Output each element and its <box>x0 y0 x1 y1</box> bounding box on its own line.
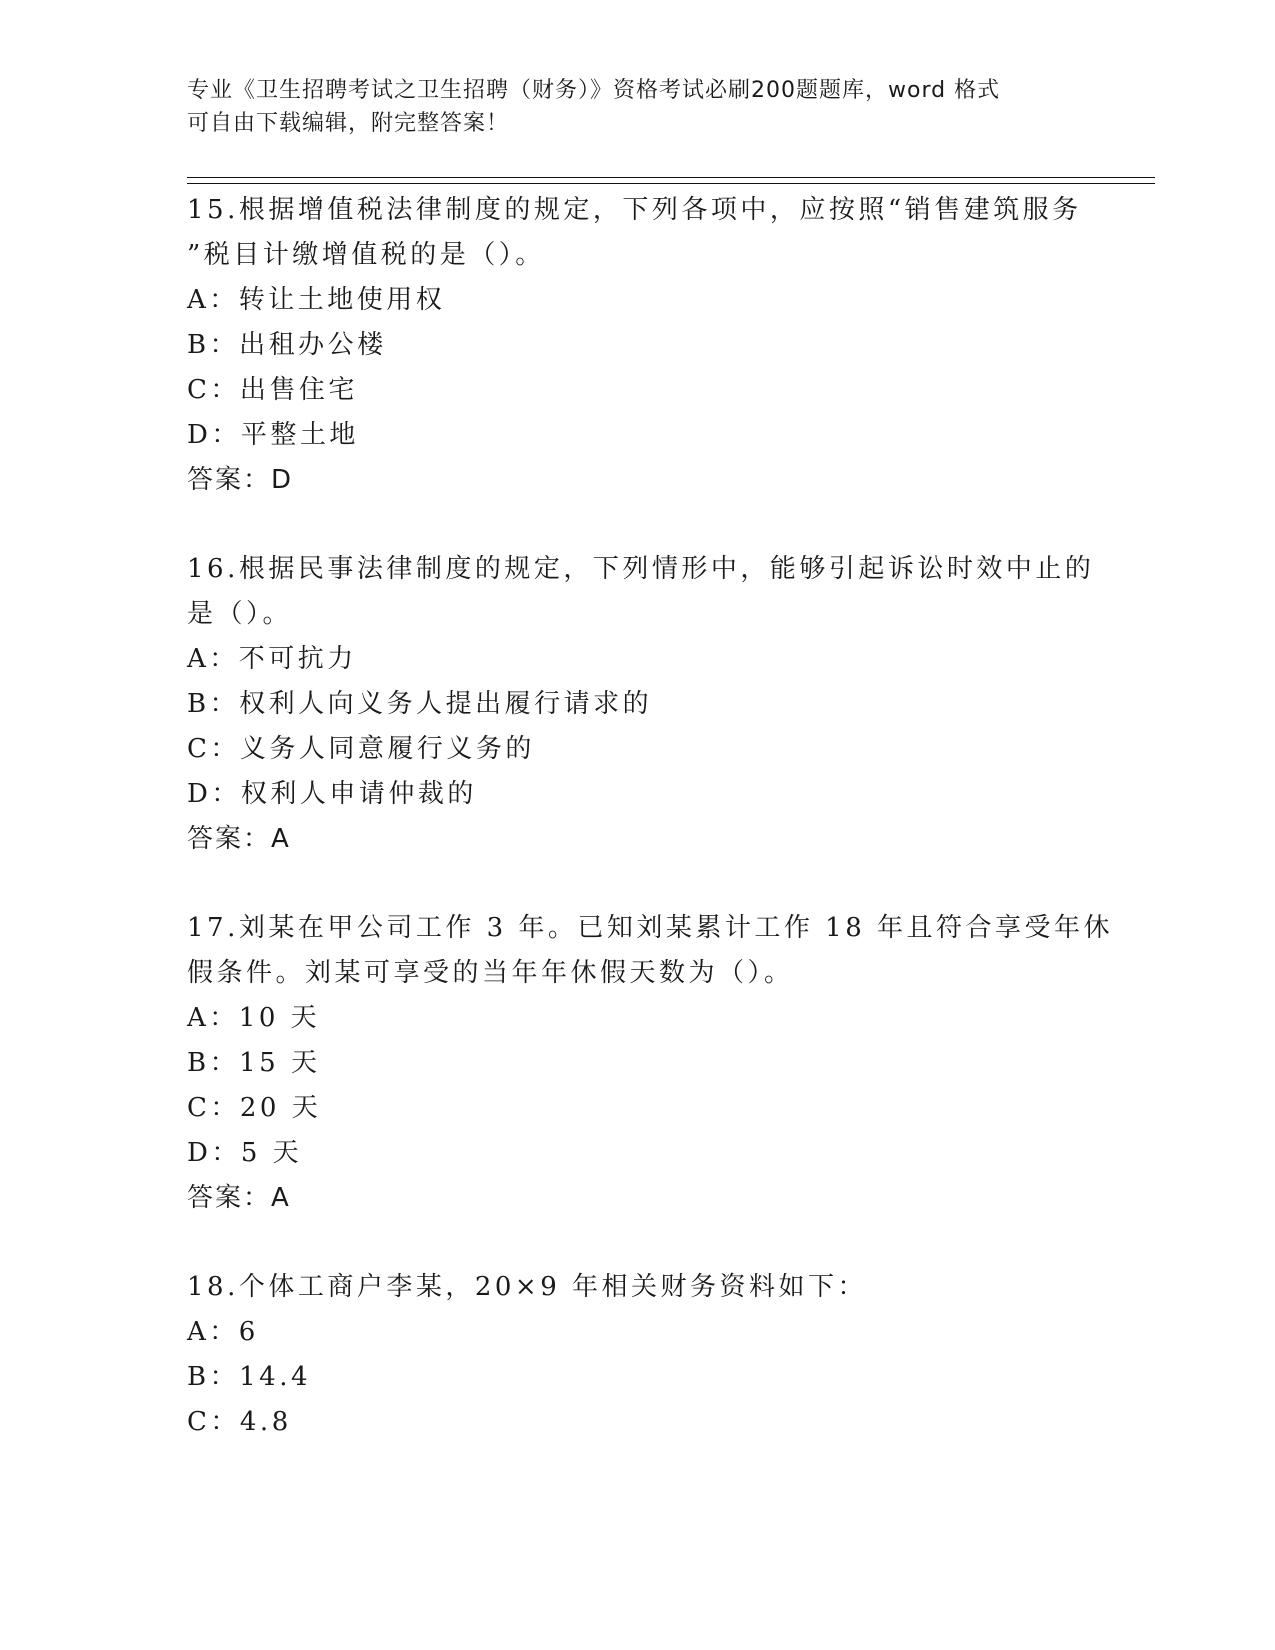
question-16 <box>187 547 1095 862</box>
option-c: C：义务人同意履行义务的 <box>187 734 535 764</box>
document-header <box>187 74 1067 140</box>
header-line-1: 专业《卫生招聘考试之卫生招聘（财务）》资格考试必刷200题题库，word 格式 <box>187 78 1001 103</box>
option-a: A：不可抗力 <box>187 644 357 674</box>
answer-line: 答案：A <box>187 1183 291 1213</box>
answer-line: 答案：D <box>187 465 294 495</box>
option-a: A：10 天 <box>187 1003 321 1033</box>
question-stem-line: 假条件。刘某可享受的当年年休假天数为（）。 <box>187 958 794 988</box>
question-stem-line: 15.根据增值税法律制度的规定，下列各项中，应按照“销售建筑服务 <box>187 195 1082 225</box>
option-c: C：20 天 <box>187 1093 322 1123</box>
question-18 <box>187 1265 1087 1445</box>
option-d: D：权利人申请仲裁的 <box>187 779 477 809</box>
question-17 <box>187 906 1114 1221</box>
option-d: D：5 天 <box>187 1138 303 1168</box>
question-stem <box>187 906 1114 996</box>
question-list <box>187 188 1114 1489</box>
option-a: A：转让土地使用权 <box>187 285 446 315</box>
question-stem <box>187 1265 1087 1310</box>
option-b: B：权利人向义务人提出履行请求的 <box>187 689 653 719</box>
header-line-2: 可自由下载编辑，附完整答案！ <box>187 111 510 136</box>
option-c: C：出售住宅 <box>187 375 358 405</box>
header-divider-top <box>187 177 1155 178</box>
answer-line: 答案：A <box>187 824 291 854</box>
option-b: B：15 天 <box>187 1048 321 1078</box>
option-b: B：14.4 <box>187 1362 311 1392</box>
question-stem-line: 17.刘某在甲公司工作 3 年。已知刘某累计工作 18 年且符合享受年休 <box>187 913 1114 943</box>
header-divider-bottom <box>187 183 1155 184</box>
question-stem-line: ”税目计缴增值税的是（）。 <box>187 240 545 270</box>
question-stem-line: 18.个体工商户李某，20×9 年相关财务资料如下： <box>187 1272 868 1302</box>
option-b: B：出租办公楼 <box>187 330 387 360</box>
option-d: D：平整土地 <box>187 420 359 450</box>
question-stem-line: 16.根据民事法律制度的规定，下列情形中，能够引起诉讼时效中止的 <box>187 554 1095 584</box>
option-a: A：6 <box>187 1317 259 1347</box>
question-stem <box>187 547 1095 637</box>
question-15 <box>187 188 1087 503</box>
question-stem <box>187 188 1087 278</box>
question-stem-line: 是（）。 <box>187 599 293 629</box>
option-c: C：4.8 <box>187 1407 292 1437</box>
